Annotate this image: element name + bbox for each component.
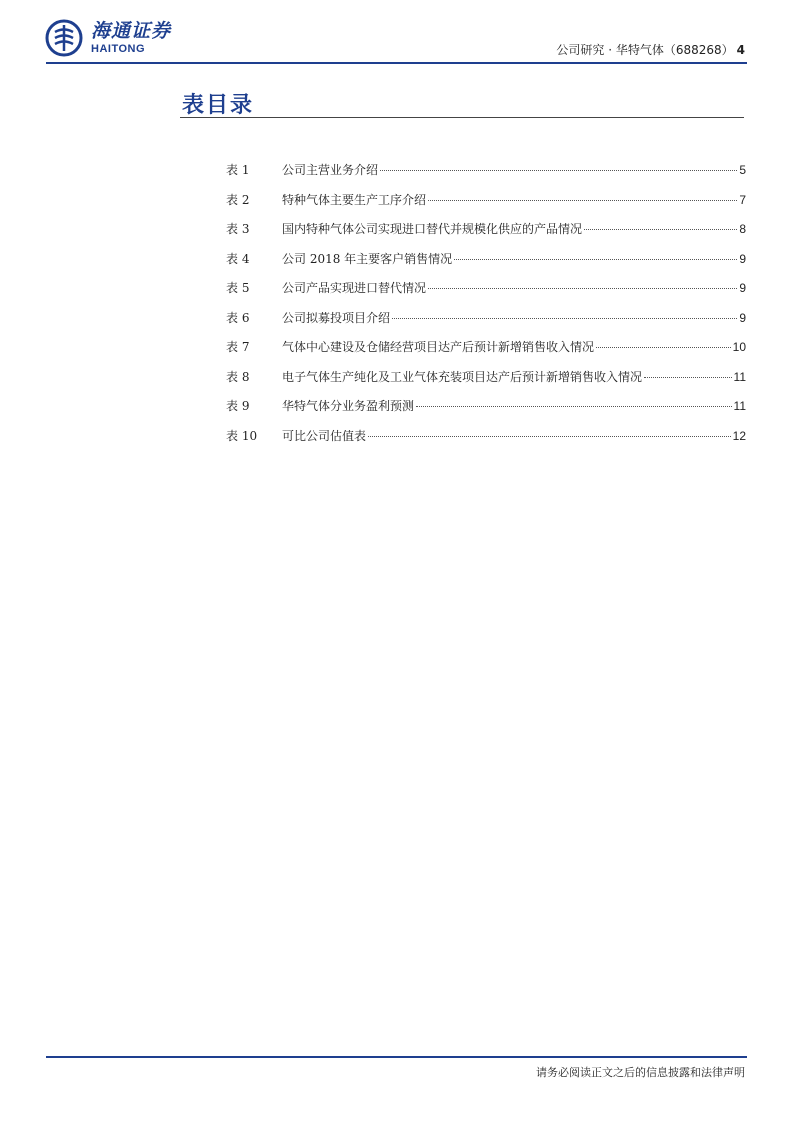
toc-entry[interactable] bbox=[226, 279, 746, 309]
haitong-logo-icon bbox=[45, 19, 83, 57]
toc-entry-page: 9 bbox=[739, 281, 746, 295]
toc-entry-title: 国内特种气体公司实现进口替代并规模化供应的产品情况 bbox=[282, 222, 583, 236]
toc-entry[interactable] bbox=[226, 397, 746, 427]
toc-entry[interactable] bbox=[226, 220, 746, 250]
header-divider bbox=[46, 62, 747, 64]
toc-leader-dots bbox=[416, 406, 732, 407]
toc-entry-label: 表 6 bbox=[226, 310, 250, 325]
toc-entry-page: 11 bbox=[733, 399, 746, 413]
toc-entry-label: 表 5 bbox=[226, 281, 250, 295]
title-divider bbox=[180, 117, 744, 118]
page-number: 4 bbox=[736, 43, 745, 57]
header-report-info bbox=[556, 41, 745, 58]
toc-entry[interactable] bbox=[226, 427, 746, 457]
toc-leader-dots bbox=[596, 347, 731, 348]
toc-leader-dots bbox=[644, 377, 732, 378]
table-of-contents bbox=[226, 161, 746, 456]
toc-entry-label: 表 3 bbox=[226, 222, 250, 236]
toc-entry-title: 可比公司估值表 bbox=[282, 428, 367, 443]
toc-leader-dots bbox=[584, 229, 737, 230]
toc-entry-title: 气体中心建设及仓储经营项目达产后预计新增销售收入情况 bbox=[282, 340, 595, 354]
toc-entry[interactable] bbox=[226, 250, 746, 280]
toc-entry[interactable] bbox=[226, 368, 746, 398]
toc-entry-title: 公司主营业务介绍 bbox=[282, 163, 379, 177]
toc-entry[interactable] bbox=[226, 161, 746, 191]
toc-entry[interactable] bbox=[226, 191, 746, 221]
toc-leader-dots bbox=[368, 436, 731, 437]
toc-entry-page: 7 bbox=[739, 192, 746, 207]
toc-leader-dots bbox=[428, 200, 737, 201]
toc-entry-title: 电子气体生产纯化及工业气体充装项目达产后预计新增销售收入情况 bbox=[282, 369, 643, 384]
toc-entry-label: 表 10 bbox=[226, 428, 258, 443]
toc-leader-dots bbox=[392, 318, 737, 319]
toc-entry-page: 8 bbox=[739, 222, 746, 236]
toc-entry-title: 华特气体分业务盈利预测 bbox=[282, 399, 415, 413]
toc-entry-page: 9 bbox=[739, 251, 746, 266]
toc-entry-label: 表 2 bbox=[226, 192, 250, 207]
toc-leader-dots bbox=[428, 288, 737, 289]
toc-entry-page: 12 bbox=[732, 428, 746, 443]
toc-entry-title: 公司拟募投项目介绍 bbox=[282, 310, 391, 325]
toc-leader-dots bbox=[380, 170, 737, 171]
company-logo bbox=[45, 18, 171, 58]
toc-entry-page: 9 bbox=[739, 310, 746, 325]
header-title: 公司研究 · 华特气体（688268） bbox=[556, 43, 734, 57]
page-title: 表目录 bbox=[182, 92, 255, 118]
toc-leader-dots bbox=[454, 259, 737, 260]
toc-entry-page: 10 bbox=[732, 340, 746, 354]
toc-entry-page: 5 bbox=[739, 163, 746, 177]
toc-entry-label: 表 7 bbox=[226, 340, 250, 354]
footer-disclaimer: 请务必阅读正文之后的信息披露和法律声明 bbox=[536, 1066, 745, 1079]
toc-entry-page: 11 bbox=[733, 369, 746, 384]
logo-chinese-name: 海通证券 bbox=[91, 20, 172, 42]
footer-divider bbox=[46, 1056, 747, 1058]
toc-entry-title: 公司产品实现进口替代情况 bbox=[282, 281, 427, 295]
toc-entry-label: 表 8 bbox=[226, 369, 250, 384]
toc-entry-title: 特种气体主要生产工序介绍 bbox=[282, 192, 427, 207]
toc-entry[interactable] bbox=[226, 309, 746, 339]
toc-entry[interactable] bbox=[226, 338, 746, 368]
logo-english-name: HAITONG bbox=[91, 43, 146, 55]
toc-entry-label: 表 1 bbox=[226, 163, 250, 177]
toc-entry-title: 公司 2018 年主要客户销售情况 bbox=[282, 251, 453, 266]
toc-entry-label: 表 9 bbox=[226, 399, 250, 413]
toc-entry-label: 表 4 bbox=[226, 251, 250, 266]
